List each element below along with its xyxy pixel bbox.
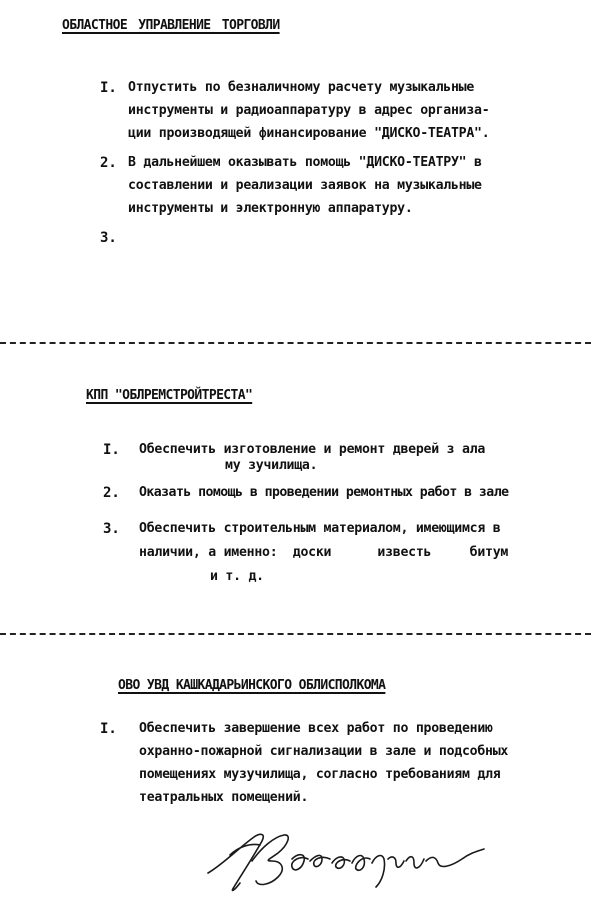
item-text-line: Обеспечить завершение всех работ по проведению bbox=[139, 721, 493, 736]
item-text-line: составлении и реализации заявок на музыкальные bbox=[128, 178, 482, 193]
item-number: I. bbox=[100, 80, 117, 96]
item-text-line: Оказать помощь в проведении ремонтных работ в зале bbox=[139, 485, 509, 500]
item-text-line: инструменты и электронную аппаратуру. bbox=[128, 201, 413, 216]
item-text-line: и т. д. bbox=[210, 569, 264, 584]
section-divider bbox=[0, 342, 591, 344]
item-text-line: инструменты и радиоаппаратуру в адрес организа- bbox=[128, 103, 490, 118]
item-text-line: Обеспечить строительным материалом, имеющимся в bbox=[139, 521, 501, 536]
item-text-line: помещениях музучилища, согласно требованиям для bbox=[139, 767, 501, 782]
item-text-line: охранно-пожарной сигнализации в зале и подсобных bbox=[139, 744, 509, 759]
item-number: 3. bbox=[100, 230, 117, 246]
section-heading: КПП "ОБЛРЕМСТРОЙТРЕСТА" bbox=[86, 388, 253, 403]
item-number: 3. bbox=[103, 521, 120, 537]
item-text-line: Обеспечить изготовление и ремонт дверей з ала bbox=[139, 442, 486, 457]
section-divider bbox=[0, 633, 591, 635]
item-number: I. bbox=[100, 721, 117, 737]
item-number: I. bbox=[103, 442, 120, 458]
item-text-line: В дальнейшем оказывать помощь "ДИСКО-ТЕАТРУ" в bbox=[128, 155, 482, 170]
handwritten-signature bbox=[200, 825, 490, 895]
section-heading: ОБЛАСТНОЕ УПРАВЛЕНИЕ ТОРГОВЛИ bbox=[62, 18, 280, 33]
item-text-line: театральных помещений. bbox=[139, 790, 309, 805]
item-text-line: Отпустить по безналичному расчету музыкальные bbox=[128, 80, 475, 95]
item-number: 2. bbox=[100, 155, 117, 171]
item-text-line: му зучилища. bbox=[225, 458, 318, 473]
section-heading: ОВО УВД КАШКАДАРЬИНСКОГО ОБЛИСПОЛКОМА bbox=[118, 678, 386, 693]
item-text-line: ции производящей финансирование "ДИСКО-ТЕАТРА". bbox=[128, 126, 490, 141]
item-text-line: наличии, а именно: доски известь битум bbox=[139, 545, 509, 560]
item-number: 2. bbox=[103, 485, 120, 501]
